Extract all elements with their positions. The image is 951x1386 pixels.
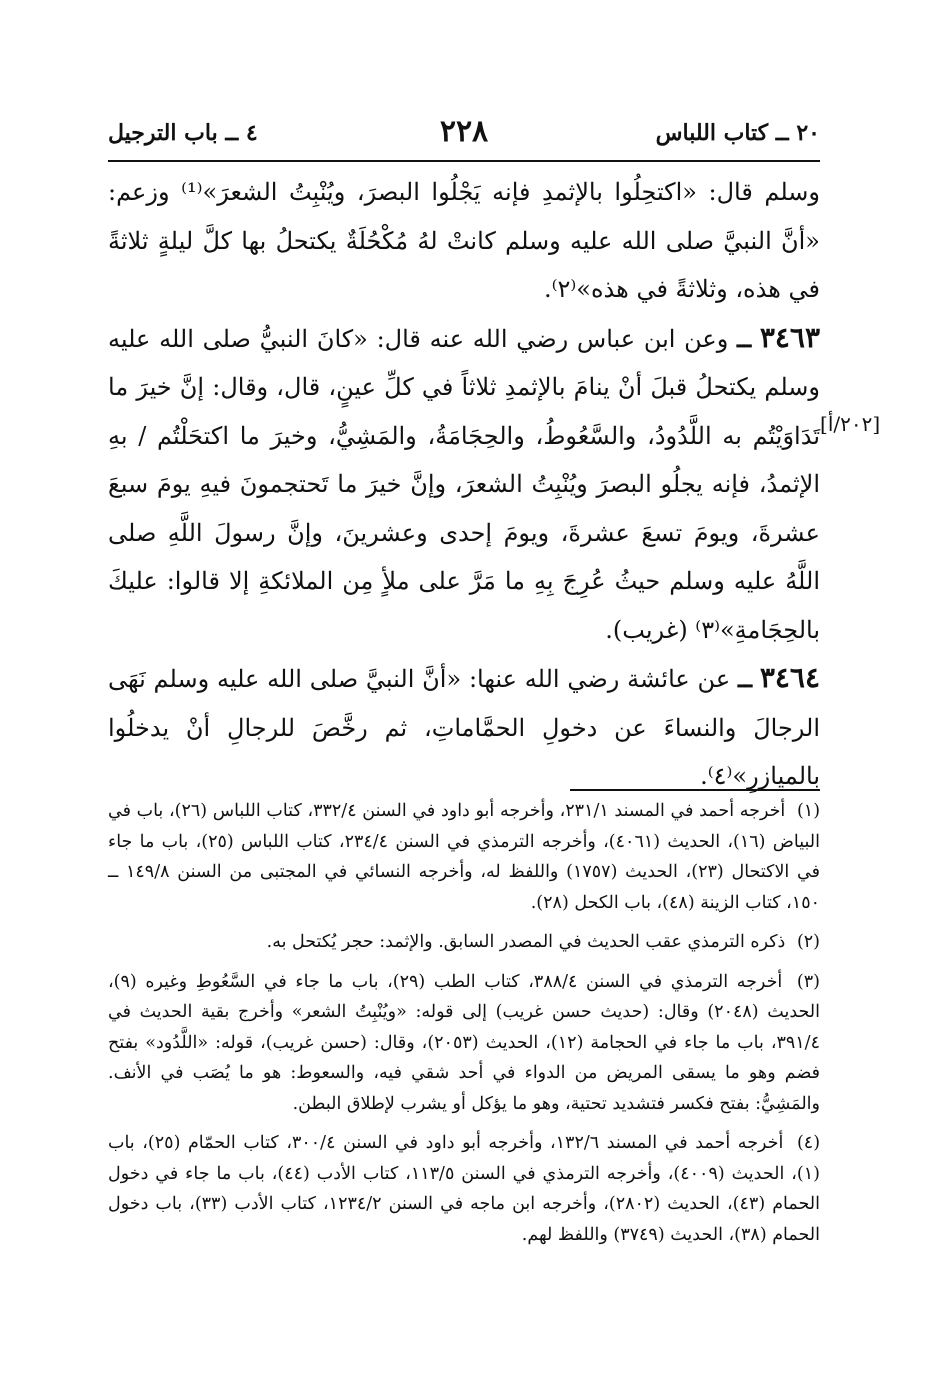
header-divider [108,160,820,162]
page-header [108,114,820,160]
hadith-dash: ــ [737,664,753,693]
footnote-text: ذكره الترمذي عقب الحديث في المصدر السابق. والإثمد: حجر يُكتحل به. [266,932,786,952]
footnote-number: (٢) [796,932,820,952]
paragraph-text: وسلم قال: «اكتحِلُوا بالإثمدِ فإنه يَجْلُوا البصرَ، ويُنْبِتُ الشعرَ»⁽¹⁾ وزعم: «أنَّ النبيَّ صلى الله عليه وسلم كانتْ لهُ مُكْحُلَةٌ يكتحلُ بها كلَّ ليلةٍ ثلاثةً في هذه، وثلاثةً في هذه»⁽٢⁾. [108,178,820,303]
paragraph-text: وعن ابن عباس رضي الله عنه قال: «كانَ النبيُّ صلى الله عليه وسلم يكتحلُ قبلَ أنْ ينامَ بالإثمدِ ثلاثاً في كلِّ عينٍ، قال، وقال: إنَّ خيرَ ما تَدَاوَيْتُم به اللَّدُودُ، والسَّعُوطُ، والحِجَامَةُ، والمَشِيُّ، وخيرَ ما اكتحَلْتُم / بهِ الإثمدُ، فإنه يجلُو البصرَ ويُنْبِتُ الشعرَ، وإنَّ خيرَ ما تَحتجمونَ فيهِ يومَ سبعَ عشرةَ، ويومَ تسعَ عشرةَ، ويومَ إحدى وعشرينَ، وإنَّ رسولَ اللَّهِ صلى اللَّهُ عليه وسلم حيثُ عُرِجَ بِهِ ما مَرَّ على ملأٍ مِن الملائكةِ إلا قالوا: عليكَ بالحِجَامةِ»⁽٣⁾ (غريب). [108,324,820,644]
footnote-number: (٣) [796,971,820,992]
hadith-paragraph [108,654,820,801]
footnote [108,796,820,918]
footnote-divider [570,789,820,791]
paragraph [108,168,820,314]
paragraph-text: عن عائشة رضي الله عنها: «أنَّ النبيَّ صلى الله عليه وسلم نَهَى الرجالَ والنساءَ عن دخولِ الحمَّاماتِ، ثم رخَّصَ للرجالِ أنْ يدخلُوا بالميازرِ»⁽٤⁾. [108,665,821,790]
footnote [108,967,820,1120]
footnote [108,1128,820,1250]
hadith-dash: ــ [737,323,752,353]
footnote-number: (١) [796,801,821,821]
margin-folio-note: [٢٠٢/أ] [820,412,881,436]
footnote-text: أخرجه الترمذي في السنن ٣٨٨/٤، كتاب الطب (٢٩)، باب ما جاء في السَّعُوطِ وغيره (٩)، الحديث (٢٠٤٨) وقال: (حديث حسن غريب) إلى قوله: «ويُنْبِتُ الشعر» وأخرج بقية الحديث في ٣٩١/٤، باب ما جاء في الحجامة (١٢)، الحديث (٢٠٥٣)، وقال: (حسن غريب)، قوله: «اللَّدُود» بفتح فضم وهو ما يسقى المريض من الدواء في أحد شقي فيه، والسعوط: هو ما يُصَب في الأنف. والمَشِيُّ: بفتح فكسر فتشديد تحتية، وهو ما يؤكل أو يشرب لإطلاق البطن. [108,971,820,1114]
hadith-number: ٣٤٦٤ [759,661,820,694]
footnote-number: (٤) [796,1133,821,1153]
footnote-text: أخرجه أحمد في المسند ٢٣١/١، وأخرجه أبو داود في السنن ٣٣٢/٤، كتاب اللباس (٢٦)، باب في البياض (١٦)، الحديث (٤٠٦١)، وأخرجه الترمذي في السنن ٢٣٤/٤، كتاب اللباس (٢٥)، باب ما جاء في الاكتحال (٢٣)، الحديث (١٧٥٧) واللفظ له، وأخرجه النسائي في المجتبى من السنن ١٤٩/٨ ــ ١٥٠، كتاب الزينة (٤٨)، باب الكحل (٢٨). [108,801,821,913]
section-title: ٤ ــ باب الترجيل [108,120,258,146]
page-number: ٢٢٨ [439,114,489,149]
chapter-title: ٢٠ ــ كتاب اللباس [655,120,820,146]
hadith-paragraph [108,314,820,655]
hadith-number: ٣٤٦٣ [759,320,820,354]
footnote [108,927,820,958]
main-text [108,168,820,801]
footnotes [108,796,820,1259]
footnote-text: أخرجه أحمد في المسند ١٣٢/٦، وأخرجه أبو داود في السنن ٣٠٠/٤، كتاب الحمّام (٢٥)، باب (١)، الحديث (٤٠٠٩)، وأخرجه الترمذي في السنن ١١٣/٥، كتاب الأدب (٤٤)، باب ما جاء في دخول الحمام (٤٣)، الحديث (٢٨٠٢)، وأخرجه ابن ماجه في السنن ١٢٣٤/٢، كتاب الأدب (٣٣)، باب دخول الحمام (٣٨)، الحديث (٣٧٤٩) واللفظ لهم. [108,1133,820,1245]
